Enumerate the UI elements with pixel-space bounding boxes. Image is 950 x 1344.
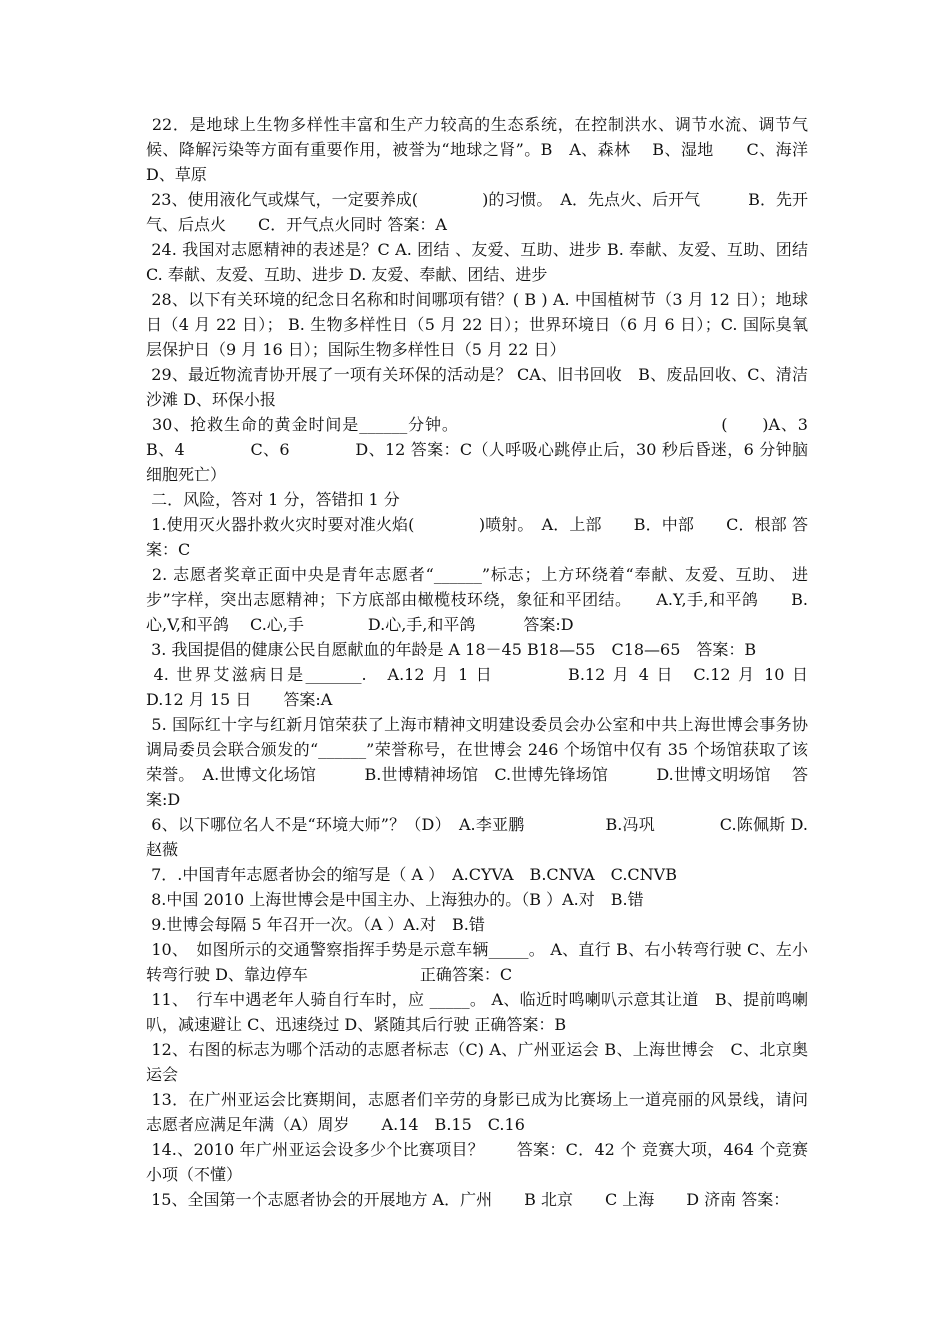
risk-question-12: 12、右图的标志为哪个活动的志愿者标志（C) A、广州亚运会 B、上海世博会 C、北京奥运会: [146, 1040, 808, 1084]
risk-question-4: 4. 世界艾滋病日是_______. A.12 月 1 日 B.12 月 4 日 C.12 月 10 日 D.12 月 15 日 答案:A: [146, 665, 872, 709]
risk-question-9: 9.世博会每隔 5 年召开一次。（A ）A.对 B.错: [146, 915, 485, 934]
risk-question-11: 11、 行车中遇老年人骑自行车时，应 _____。 A、临近时鸣喇叭示意其让道 B、提前鸣喇叭，减速避让 C、迅速绕过 D、紧随其后行驶 正确答案：B: [146, 990, 808, 1034]
risk-question-1: 1.使用灭火器扑救火灾时要对准火焰( )喷射。 A．上部 B．中部 C．根部 答案：C: [146, 515, 808, 559]
risk-question-8: 8.中国 2010 上海世博会是中国主办、上海独办的。（B ）A.对 B.错: [146, 890, 644, 909]
question-29: 29、最近物流青协开展了一项有关环保的活动是？ CA、旧书回收 B、废品回收、C、清洁沙滩 D、环保小报: [146, 365, 808, 409]
question-23: 23、使用液化气或煤气，一定要养成( )的习惯。 A．先点火、后开气 B．先开气、后点火 C．开气点火同时 答案：A: [146, 190, 808, 234]
question-24: 24. 我国对志愿精神的表述是？C A. 团结 、友爱、互助、进步 B. 奉献、友爱、互助、团结 C. 奉献、友爱、互助、进步 D. 友爱、奉献、团结、进步: [146, 240, 814, 284]
risk-question-15: 15、全国第一个志愿者协会的开展地方 A．广州 B 北京 C 上海 D 济南 答案：: [146, 1190, 790, 1209]
risk-question-6: 6、以下哪位名人不是“环境大师”？（D） A.李亚鹏 B.冯巩 C.陈佩斯 D.赵薇: [146, 815, 808, 859]
question-30: 30、抢救生命的黄金时间是______分钟。 ( )A、3 B、4 C、6 D、12 答案：C（人呼吸心跳停止后，30 秒后昏迷，6 分钟脑细胞死亡）: [146, 415, 825, 484]
risk-question-5: 5. 国际红十字与红新月馆荣获了上海市精神文明建设委员会办公室和中共上海世博会事务协调局委员会联合颁发的“______”荣誉称号，在世博会 246 个场馆中仅有 35 个场馆获取了该荣誉。 A.世博文化场馆 B.世博精神场馆 C.世博先锋场馆 D.世博文明场馆 答案:D: [146, 715, 808, 809]
document-page: [146, 112, 872, 1212]
risk-question-7: 7．.中国青年志愿者协会的缩写是（ A ） A.CYVA B.CNVA C.CNVB: [146, 865, 677, 884]
question-22: 22．是地球上生物多样性丰富和生产力较高的生态系统，在控制洪水、调节水流、调节气候、降解污染等方面有重要作用，被誉为“地球之肾”。B A、森林 B、湿地 C、海洋 D、草原: [146, 115, 830, 184]
risk-question-3: 3. 我国提倡的健康公民自愿献血的年龄是 A 18－45 B18—55 C18—65 答案：B: [146, 640, 757, 659]
section-heading-risk: 二．风险，答对 1 分，答错扣 1 分: [146, 490, 400, 509]
question-28: 28、以下有关环境的纪念日名称和时间哪项有错？( B ) A. 中国植树节（3 月 12 日）；地球日（4 月 22 日）； B. 生物多样性日（5 月 22 日）；世界环境日（6 月 6 日）；C. 国际臭氧层保护日（9 月 16 日）；国际生物多样性日（5 月 22 日）: [146, 290, 808, 359]
risk-question-10: 10、 如图所示的交通警察指挥手势是示意车辆_____。 A、直行 B、右小转弯行驶 C、左小转弯行驶 D、靠边停车 正确答案：C: [146, 940, 808, 984]
risk-question-13: 13．在广州亚运会比赛期间，志愿者们辛劳的身影已成为比赛场上一道亮丽的风景线，请问志愿者应满足年满（A）周岁 A.14 B.15 C.16: [146, 1090, 808, 1134]
risk-question-2: 2. 志愿者奖章正面中央是青年志愿者“______”标志；上方环绕着“奉献、友爱、互助、 进步”字样，突出志愿精神；下方底部由橄榄枝环绕，象征和平团结。 A.Y,手,和平鸽 B.心,V,和平鸽 C.心,手 D.心,手,和平鸽 答案:D: [146, 565, 808, 634]
risk-question-14: 14.、2010 年广州亚运会设多少个比赛项目？ 答案：C．42 个 竞赛大项，464 个竞赛小项（不懂）: [146, 1140, 808, 1184]
